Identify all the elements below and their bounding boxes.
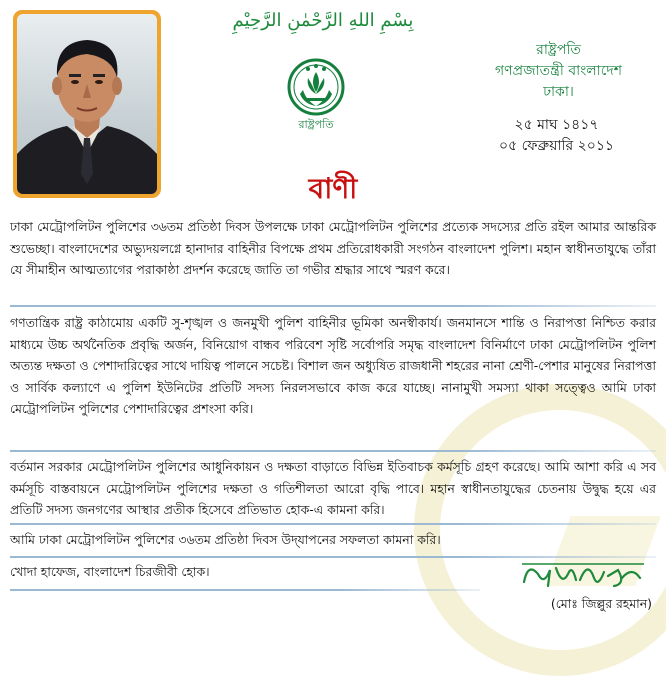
portrait-photo	[17, 14, 157, 194]
paragraph-4: আমি ঢাকা মেট্রোপলিটন পুলিশের ৩৬তম প্রতিষ্ঠা দিবস উদ্‌যাপনের সফলতা কামনা করি।	[10, 532, 441, 547]
divider	[10, 523, 656, 525]
paragraph-1: ঢাকা মেট্রোপলিটন পুলিশের ৩৬তম প্রতিষ্ঠা দিবস উপলক্ষে ঢাকা মেট্রোপলিটন পুলিশের প্রত্যেক সদস্যের প্রতি রইল আমার আন্তরিক শুভেচ্ছা। বাংলাদেশের অভ্যুদয়লগ্নে হানাদার বাহিনীর বিপক্ষে প্রথম প্রতিরোধকারী সংগঠন বাংলাদেশ পুলিশ। মহান স্বাধীনতাযুদ্ধে তাঁরা যে সীমাহীন আত্মত্যাগের পরাকাষ্ঠা প্রদর্শন করেছে জাতি তা গভীর শ্রদ্ধার সাথে স্মরণ করে।	[10, 219, 656, 277]
message-heading: বাণী	[308, 172, 358, 205]
date-block	[499, 115, 614, 157]
paragraph-3: বর্তমান সরকার মেট্রোপলিটন পুলিশের আধুনিকায়ন ও দক্ষতা বাড়াতে বিভিন্ন ইতিবাচক কর্মসূচি গ্রহণ করেছে। আমি আশা করি এ সব কর্মসূচি বাস্তবায়নে মেট্রোপলিটন পুলিশের দক্ষতা ও গতিশীলতা আরো বৃদ্ধি পাবে। মহান স্বাধীনতাযুদ্ধের চেতনায় উদ্বুদ্ধ হয়ে এর প্রতিটি সদস্য জনগণের আস্থার প্রতীক হিসেবে প্রতিভাত হোক-এ কামনা করি।	[10, 459, 656, 517]
office-block	[495, 40, 622, 103]
bismillah-calligraphy: بِسْمِ اللهِ الرَّحْمٰنِ الرَّحِيْمِ	[232, 10, 414, 31]
divider	[10, 589, 480, 591]
divider	[10, 450, 656, 452]
paragraph-5: খোদা হাফেজ, বাংলাদেশ চিরজীবী হোক।	[10, 564, 210, 579]
signatory-name: (মোঃ জিল্লুর রহমান)	[550, 596, 652, 611]
divider	[10, 305, 656, 307]
portrait-frame	[13, 10, 161, 198]
emblem-label: রাষ্ট্রপতি	[298, 118, 334, 131]
office-title: রাষ্ট্রপতি	[536, 42, 581, 58]
signature-image	[518, 556, 648, 594]
office-city: ঢাকা।	[543, 84, 574, 100]
paragraph-2: গণতান্ত্রিক রাষ্ট্র কাঠামোয় একটি সু-শৃঙ্খল ও জনমুখী পুলিশ বাহিনীর ভূমিকা অনস্বীকার্য। জনমানসে শান্তি ও নিরাপত্তা নিশ্চিত করার মাধ্যমে উচ্চ অর্থনৈতিক প্রবৃদ্ধি অর্জন, বিনিয়োগ বান্ধব পরিবেশ সৃষ্টি সর্বোপরি সমৃদ্ধ বাংলাদেশ বিনির্মাণে ঢাকা মেট্রোপলিটন পুলিশ অত্যন্ত দক্ষতা ও পেশাদারিত্বের সাথে দায়িত্ব পালনে সচেষ্ট। বিশাল জন অধ্যুষিত রাজধানী শহরের নানা শ্রেণী-পেশার মানুষের নিরাপত্তা ও সার্বিক কল্যাণে এ পুলিশ ইউনিটের প্রতিটি সদস্য নিরলসভাবে কাজ করে যাচ্ছে। নানামুখী সমস্যা থাকা সত্ত্বেও আমি ঢাকা মেট্রোপলিটন পুলিশের পেশাদারিত্বের প্রশংসা করি।	[10, 315, 656, 416]
date-gregorian: ০৫ ফেব্রুয়ারি ২০১১	[498, 138, 614, 154]
office-country: গণপ্রজাতন্ত্রী বাংলাদেশ	[495, 63, 622, 79]
date-bangla: ২৫ মাঘ ১৪১৭	[514, 117, 599, 133]
presidential-emblem-icon	[286, 56, 346, 134]
